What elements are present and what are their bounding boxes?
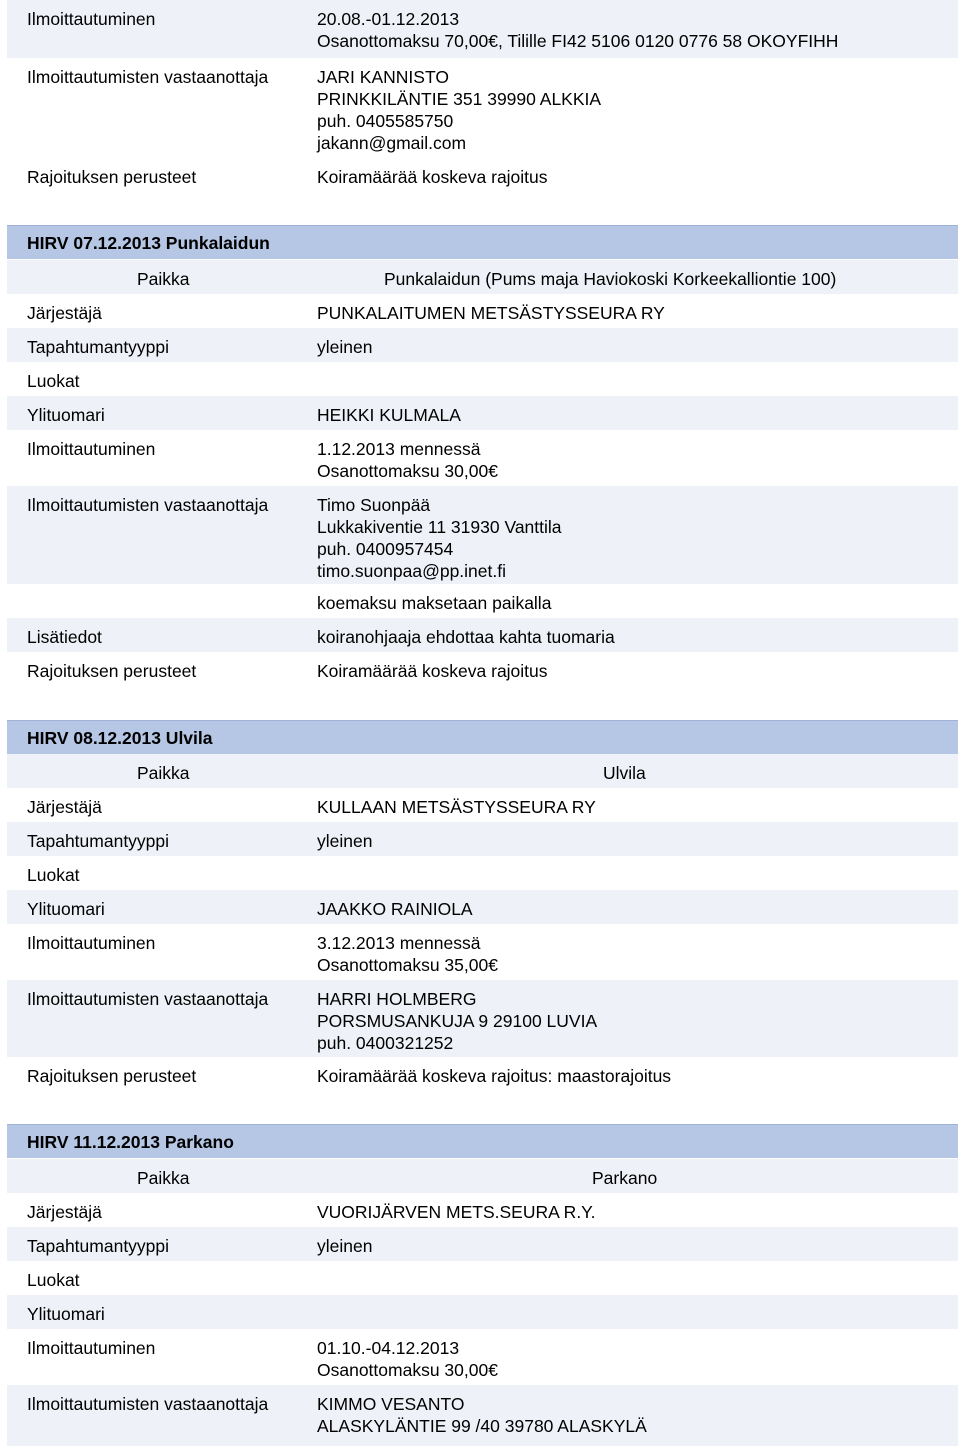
label-ylituomari: Ylituomari — [27, 405, 105, 425]
label-jarjestaja: Järjestäjä — [27, 303, 102, 323]
label-rajoitus: Rajoituksen perusteet — [27, 1066, 197, 1086]
row-ilmoittautuminen — [7, 924, 958, 980]
value-tyyppi: yleinen — [317, 337, 373, 357]
value-jarjestaja: PUNKALAITUMEN METSÄSTYSSEURA RY — [317, 303, 665, 323]
value-jarjestaja: KULLAAN METSÄSTYSSEURA RY — [317, 797, 596, 817]
event-title: HIRV 08.12.2013 Ulvila — [27, 728, 213, 748]
label-ilmoittautuminen: Ilmoittautuminen — [27, 1338, 156, 1358]
label-vastaanottaja: Ilmoittautumisten vastaanottaja — [27, 1394, 269, 1414]
value-line: puh. 0400321252 — [317, 1033, 454, 1053]
value-paikka: Parkano — [592, 1168, 658, 1188]
event-header — [7, 720, 958, 754]
event-header — [7, 1124, 958, 1158]
value-line: Osanottomaksu 30,00€ — [317, 1360, 498, 1380]
row-lisatiedot-2 — [7, 618, 958, 652]
row-paikka — [7, 260, 958, 294]
label-tyyppi: Tapahtumantyyppi — [27, 337, 170, 357]
value-jarjestaja: VUORIJÄRVEN METS.SEURA R.Y. — [317, 1202, 596, 1222]
row-luokat — [7, 362, 958, 396]
event-title: HIRV 11.12.2013 Parkano — [27, 1132, 234, 1152]
value-rajoitus: Koiramäärää koskeva rajoitus — [317, 167, 548, 187]
label-luokat: Luokat — [27, 1270, 80, 1290]
label-ilmoittautuminen: Ilmoittautuminen — [27, 439, 156, 459]
value-rajoitus: Koiramäärää koskeva rajoitus: maastorajoitus — [317, 1066, 672, 1086]
value-vastaanottaja — [317, 66, 601, 154]
label-rajoitus: Rajoituksen perusteet — [27, 167, 197, 187]
label-ilmoittautuminen: Ilmoittautuminen — [27, 933, 156, 953]
value-line: PORSMUSANKUJA 9 29100 LUVIA — [317, 1011, 598, 1031]
label-vastaanottaja: Ilmoittautumisten vastaanottaja — [27, 989, 269, 1009]
row-tyyppi — [7, 328, 958, 362]
row-ilmoittautuminen — [7, 1329, 958, 1385]
value-lisatiedot: koemaksu maksetaan paikalla — [317, 593, 552, 613]
value-line: 20.08.-01.12.2013 — [317, 9, 460, 29]
label-luokat: Luokat — [27, 865, 80, 885]
value-line: puh. 0405585750 — [317, 111, 454, 131]
row-jarjestaja — [7, 1193, 958, 1227]
value-ilmoittautuminen — [317, 8, 838, 52]
value-vastaanottaja — [317, 1393, 647, 1437]
row-lisatiedot-1 — [7, 584, 958, 618]
value-ilmoittautuminen — [317, 438, 498, 482]
value-line: Osanottomaksu 35,00€ — [317, 955, 498, 975]
value-ilmoittautuminen — [317, 1337, 498, 1381]
value-line: Osanottomaksu 70,00€, Tilille FI42 5106 0120 0776 58 OKOYFIHH — [317, 31, 839, 51]
value-paikka: Punkalaidun (Pums maja Haviokoski Korkeekalliontie 100) — [384, 269, 837, 289]
value-ilmoittautuminen — [317, 932, 498, 976]
row-rajoitus — [7, 158, 958, 192]
row-ylituomari — [7, 890, 958, 924]
label-paikka: Paikka — [137, 763, 190, 783]
row-ilmoittautuminen — [7, 430, 958, 486]
value-lisatiedot: koiranohjaaja ehdottaa kahta tuomaria — [317, 627, 615, 647]
row-jarjestaja — [7, 788, 958, 822]
row-ylituomari — [7, 396, 958, 430]
row-vastaanottaja — [7, 980, 958, 1057]
label-jarjestaja: Järjestäjä — [27, 797, 102, 817]
row-rajoitus — [7, 652, 958, 686]
label-vastaanottaja: Ilmoittautumisten vastaanottaja — [27, 495, 269, 515]
value-ylituomari: HEIKKI KULMALA — [317, 405, 461, 425]
event-header — [7, 225, 958, 259]
value-paikka: Ulvila — [603, 763, 646, 783]
value-line: Timo Suonpää — [317, 495, 431, 515]
value-line: KIMMO VESANTO — [317, 1394, 465, 1414]
row-vastaanottaja — [7, 1385, 958, 1446]
value-vastaanottaja — [317, 988, 597, 1054]
row-luokat — [7, 856, 958, 890]
value-line: JARI KANNISTO — [317, 67, 449, 87]
label-rajoitus: Rajoituksen perusteet — [27, 661, 197, 681]
value-line: timo.suonpaa@pp.inet.fi — [317, 561, 506, 581]
label-vastaanottaja: Ilmoittautumisten vastaanottaja — [27, 67, 269, 87]
value-line: 1.12.2013 mennessä — [317, 439, 481, 459]
value-line: ALASKYLÄNTIE 99 /40 39780 ALASKYLÄ — [317, 1416, 647, 1436]
row-vastaanottaja — [7, 486, 958, 584]
label-ilmoittautuminen: Ilmoittautuminen — [27, 9, 156, 29]
value-line: HARRI HOLMBERG — [317, 989, 477, 1009]
event-title: HIRV 07.12.2013 Punkalaidun — [27, 233, 270, 253]
row-tyyppi — [7, 1227, 958, 1261]
value-line: 3.12.2013 mennessä — [317, 933, 481, 953]
row-luokat — [7, 1261, 958, 1295]
row-jarjestaja — [7, 294, 958, 328]
value-line: puh. 0400957454 — [317, 539, 454, 559]
label-lisatiedot: Lisätiedot — [27, 627, 102, 647]
row-rajoitus — [7, 1057, 958, 1091]
value-line: PRINKKILÄNTIE 351 39990 ALKKIA — [317, 89, 602, 109]
label-paikka: Paikka — [137, 269, 190, 289]
row-vastaanottaja — [7, 58, 958, 160]
value-rajoitus: Koiramäärää koskeva rajoitus — [317, 661, 548, 681]
row-paikka — [7, 1159, 958, 1193]
value-line: jakann@gmail.com — [317, 133, 467, 153]
row-paikka — [7, 754, 958, 788]
value-ylituomari: JAAKKO RAINIOLA — [317, 899, 473, 919]
label-ylituomari: Ylituomari — [27, 1304, 105, 1324]
label-jarjestaja: Järjestäjä — [27, 1202, 102, 1222]
row-tyyppi — [7, 822, 958, 856]
label-tyyppi: Tapahtumantyyppi — [27, 831, 170, 851]
value-tyyppi: yleinen — [317, 1236, 373, 1256]
value-line: 01.10.-04.12.2013 — [317, 1338, 460, 1358]
row-ilmoittautuminen — [7, 0, 958, 58]
label-ylituomari: Ylituomari — [27, 899, 105, 919]
value-line: Osanottomaksu 30,00€ — [317, 461, 498, 481]
label-paikka: Paikka — [137, 1168, 190, 1188]
label-tyyppi: Tapahtumantyyppi — [27, 1236, 170, 1256]
label-luokat: Luokat — [27, 371, 80, 391]
value-vastaanottaja — [317, 494, 562, 582]
row-ylituomari — [7, 1295, 958, 1329]
value-line: Lukkakiventie 11 31930 Vanttila — [317, 517, 562, 537]
value-tyyppi: yleinen — [317, 831, 373, 851]
